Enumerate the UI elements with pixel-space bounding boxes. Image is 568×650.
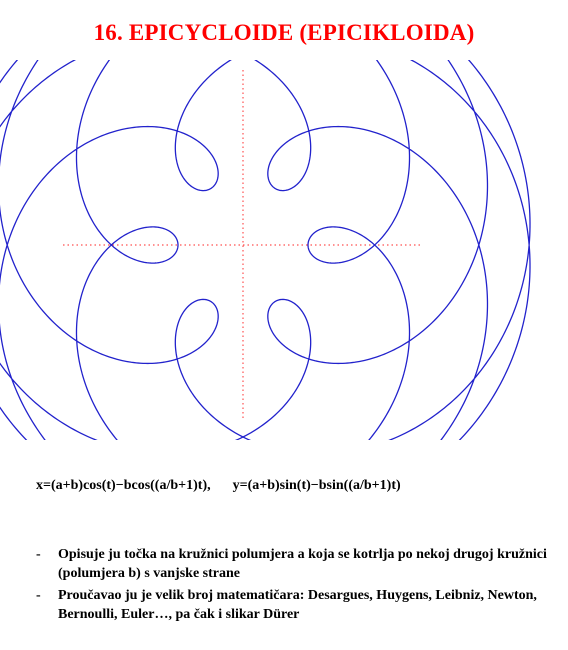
epicycloid-curve [0,60,530,440]
list-item [30,545,550,583]
bullet-dash: - [36,588,41,603]
equation-x: x=(a+b)cos(t)−bcos((a/b+1)t), [36,478,211,493]
bullet-list [30,545,550,627]
bullet-text: Proučavao ju je velik broj matematičara: Desargues, Huygens, Leibniz, Newton, Bernoulli, Euler…, pa čak i slikar Dürer [58,588,537,622]
axes [63,70,423,420]
list-item [30,586,550,624]
page-title: 16. EPICYCLOIDE (EPICIKLOIDA) [93,20,475,45]
equation-line [36,478,401,494]
bullet-text: Opisuje ju točka na kružnici polumjera a koja se kotrlja po nekoj drugoj kružnici (polumjera b) s vanjske strane [58,547,547,581]
epicycloid-figure [0,60,568,440]
bullet-dash: - [36,547,41,562]
equation-y: y=(a+b)sin(t)−bsin((a/b+1)t) [232,478,401,493]
